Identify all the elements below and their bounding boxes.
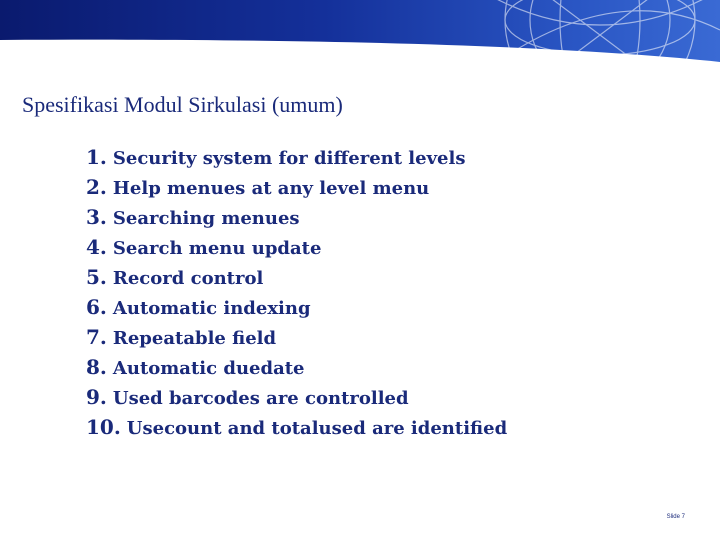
item-number: 7. (86, 325, 107, 349)
item-text: Search menu update (112, 238, 322, 259)
list-item (86, 352, 507, 382)
item-number: 10. (86, 415, 121, 439)
item-text: Searching menues (112, 208, 300, 229)
list-item (86, 322, 507, 352)
item-number: 9. (86, 385, 107, 409)
item-text: Usecount and totalused are identified (126, 418, 508, 439)
list-item (86, 172, 507, 202)
item-text: Help menues at any level menu (112, 178, 430, 199)
list-item (86, 382, 507, 412)
list-item (86, 412, 507, 442)
item-number: 3. (86, 205, 107, 229)
slide-title: Spesifikasi Modul Sirkulasi (umum) (22, 92, 343, 117)
list-item (86, 292, 507, 322)
item-text: Automatic indexing (112, 298, 311, 319)
list-item (86, 262, 507, 292)
header-banner (0, 0, 720, 80)
list-item (86, 202, 507, 232)
list-item (86, 232, 507, 262)
item-text: Automatic duedate (112, 358, 305, 379)
item-number: 1. (86, 145, 107, 169)
header-band-shape (0, 0, 720, 62)
item-text: Record control (112, 268, 264, 289)
item-number: 8. (86, 355, 107, 379)
list-item (86, 142, 507, 172)
item-number: 6. (86, 295, 107, 319)
item-text: Used barcodes are controlled (112, 388, 409, 409)
item-text: Security system for different levels (112, 148, 466, 169)
slide-number: Slide 7 (666, 514, 685, 520)
item-text: Repeatable field (112, 328, 277, 349)
item-number: 4. (86, 235, 107, 259)
spec-list (86, 142, 507, 442)
item-number: 5. (86, 265, 107, 289)
item-number: 2. (86, 175, 107, 199)
